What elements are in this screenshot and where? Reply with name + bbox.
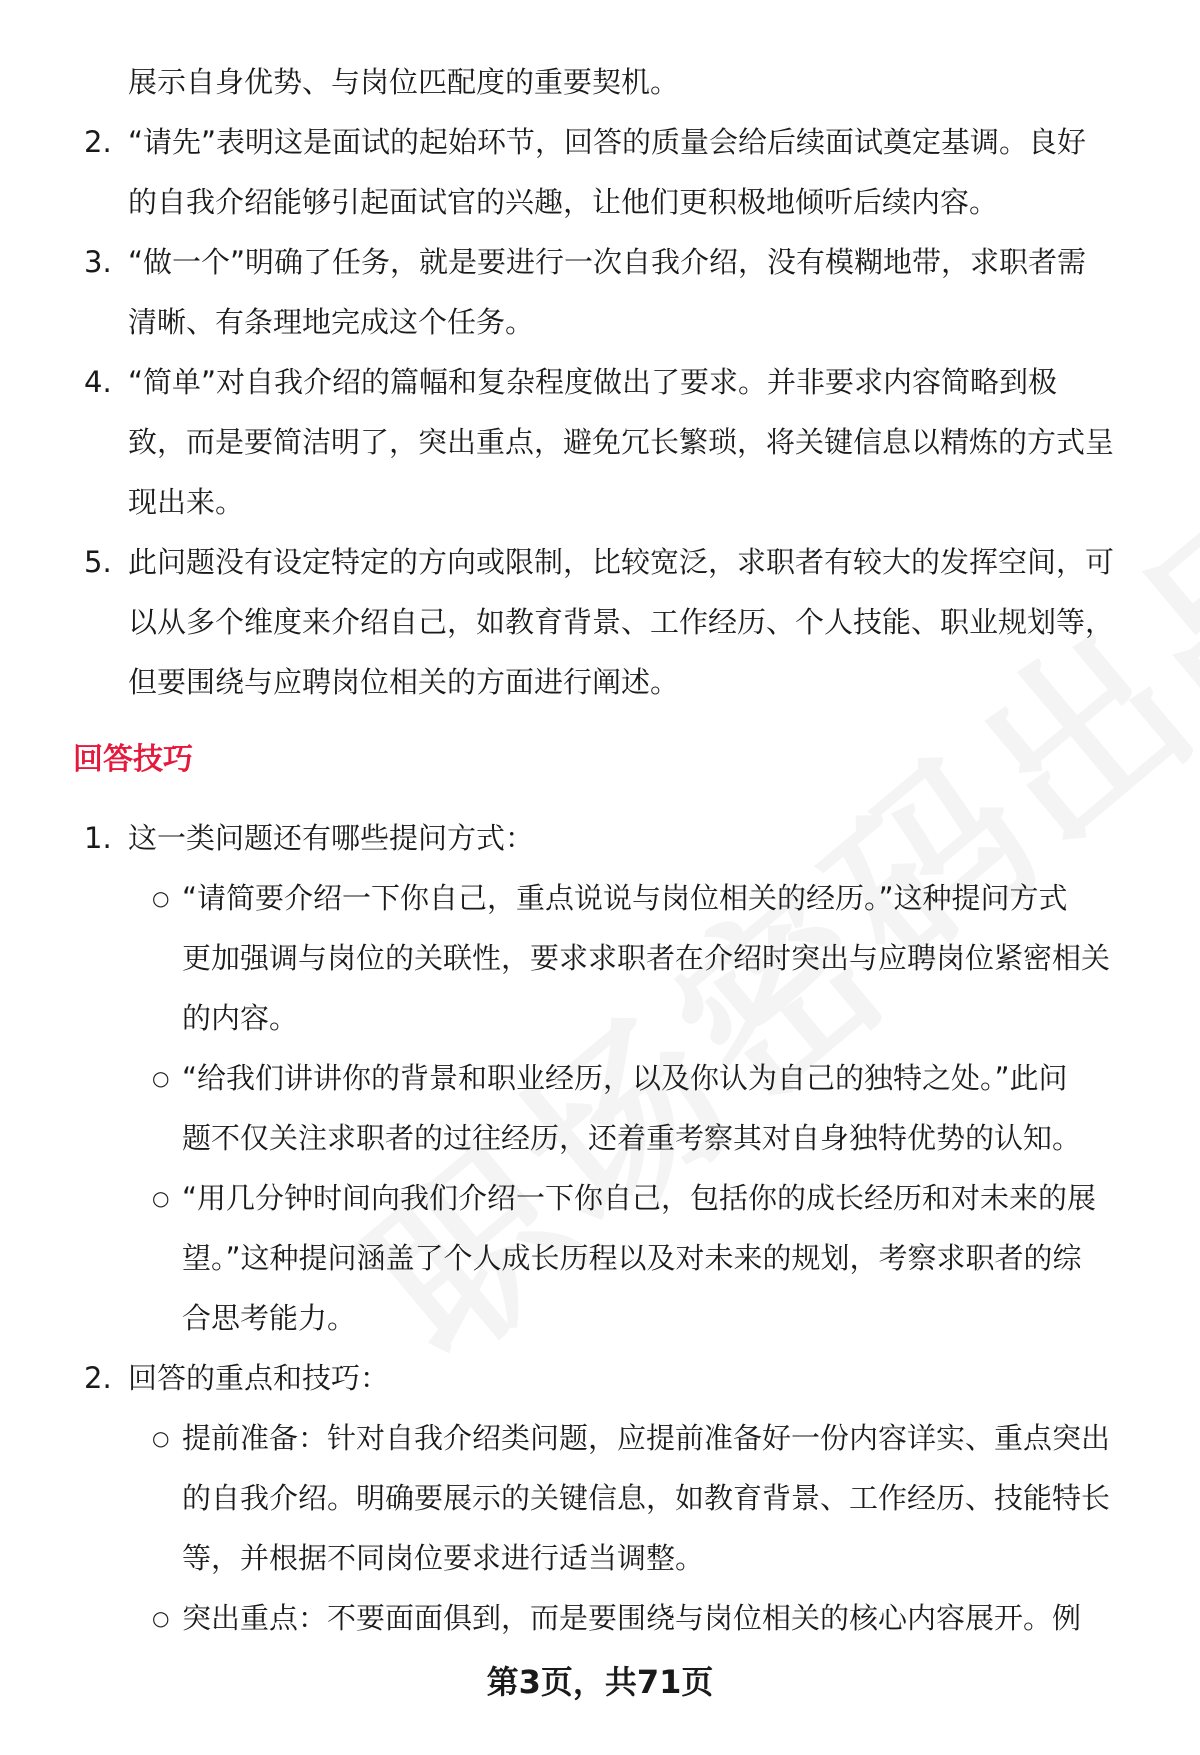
item-text: 的自我介绍能够引起面试官的兴趣，让他们更积极地倾听后续内容。	[128, 185, 999, 219]
list-item	[0, 532, 1200, 712]
bullet-circle-icon: ○	[152, 1426, 170, 1450]
item-text: 清晰、有条理地完成这个任务。	[128, 305, 535, 339]
item-text: 现出来。	[128, 485, 245, 519]
item-text: “做一个”明确了任务，就是要进行一次自我介绍，没有模糊地带，求职者需	[128, 245, 1087, 279]
bullet-text: 突出重点：不要面面俱到，而是要围绕与岗位相关的核心内容展开。例	[182, 1601, 1082, 1635]
bullet-item	[0, 1168, 1200, 1348]
item-number: 3.	[84, 245, 112, 279]
page-number-footer: 第3页，共71页	[486, 1663, 714, 1701]
item-text: 致，而是要简洁明了，突出重点，避免冗长繁琐，将关键信息以精炼的方式呈	[128, 425, 1115, 459]
item-number: 5.	[84, 545, 112, 579]
bullet-text: “用几分钟时间向我们介绍一下你自己，包括你的成长经历和对未来的展	[182, 1181, 1097, 1215]
list-item	[0, 808, 1200, 1348]
item-label: 回答的重点和技巧：	[128, 1361, 390, 1395]
bullet-item	[0, 868, 1200, 1048]
item-text: “请先”表明这是面试的起始环节，回答的质量会给后续面试奠定基调。良好	[128, 125, 1087, 159]
bullet-text: “给我们讲讲你的背景和职业经历，以及你认为自己的独特之处。”此问	[182, 1061, 1068, 1095]
content-body	[0, 52, 1200, 1648]
bullet-circle-icon: ○	[152, 1606, 170, 1630]
bullet-item	[0, 1408, 1200, 1588]
list-item	[0, 1348, 1200, 1648]
list-item	[0, 112, 1200, 232]
bullet-circle-icon: ○	[152, 1186, 170, 1210]
item-number: 1.	[84, 821, 112, 855]
item-text: 此问题没有设定特定的方向或限制，比较宽泛，求职者有较大的发挥空间，可	[128, 545, 1115, 579]
item-number: 4.	[84, 365, 112, 399]
bullet-text: 更加强调与岗位的关联性，要求求职者在介绍时突出与应聘岗位紧密相关	[182, 941, 1111, 975]
item-text: “简单”对自我介绍的篇幅和复杂程度做出了要求。并非要求内容简略到极	[128, 365, 1058, 399]
bullet-item	[0, 1048, 1200, 1168]
bullet-text: 合思考能力。	[182, 1301, 357, 1335]
item-number: 2.	[84, 1361, 112, 1395]
list-item	[0, 352, 1200, 532]
bullet-text: 提前准备：针对自我介绍类问题，应提前准备好一份内容详实、重点突出	[182, 1421, 1111, 1455]
bullet-text: “请简要介绍一下你自己，重点说说与岗位相关的经历。”这种提问方式	[182, 881, 1068, 915]
item-text: 但要围绕与应聘岗位相关的方面进行阐述。	[128, 665, 680, 699]
list-item	[0, 232, 1200, 352]
bullet-circle-icon: ○	[152, 886, 170, 910]
bullet-text: 题不仅关注求职者的过往经历，还着重考察其对自身独特优势的认知。	[182, 1121, 1082, 1155]
bullet-text: 等，并根据不同岗位要求进行适当调整。	[182, 1541, 705, 1575]
item-number: 2.	[84, 125, 112, 159]
bullet-text: 望。”这种提问涵盖了个人成长历程以及对未来的规划，考察求职者的综	[182, 1241, 1082, 1275]
section-heading: 回答技巧	[73, 742, 193, 777]
bullet-text: 的自我介绍。明确要展示的关键信息，如教育背景、工作经历、技能特长	[182, 1481, 1111, 1515]
item-label: 这一类问题还有哪些提问方式：	[128, 821, 535, 855]
bullet-circle-icon: ○	[152, 1066, 170, 1090]
bullet-item	[0, 1588, 1200, 1648]
intro-line: 展示自身优势、与岗位匹配度的重要契机。	[128, 65, 680, 99]
bullet-text: 的内容。	[182, 1001, 299, 1035]
item-text: 以从多个维度来介绍自己，如教育背景、工作经历、个人技能、职业规划等，	[128, 605, 1115, 639]
